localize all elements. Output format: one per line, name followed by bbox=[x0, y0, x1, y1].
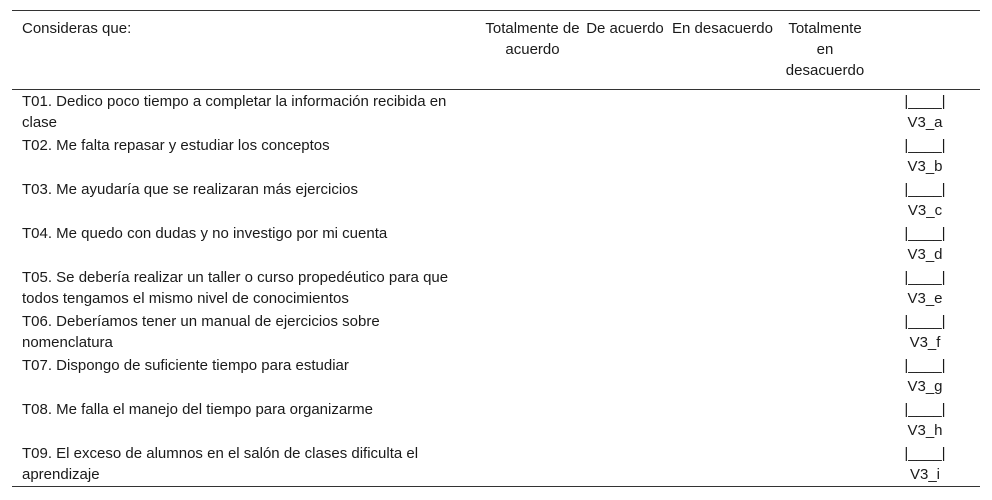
variable-code: V3_a bbox=[907, 114, 943, 131]
answer-cell[interactable] bbox=[780, 310, 870, 354]
question-column-header: Consideras que: bbox=[22, 20, 132, 37]
code-cell bbox=[870, 178, 980, 222]
answer-box[interactable]: |____| bbox=[904, 269, 946, 286]
answer-box[interactable]: |____| bbox=[904, 313, 946, 330]
answer-cell[interactable] bbox=[665, 398, 780, 442]
answer-cell[interactable] bbox=[480, 90, 585, 135]
answer-box[interactable]: |____| bbox=[904, 181, 946, 198]
answer-box[interactable]: |____| bbox=[904, 225, 946, 242]
answer-cell[interactable] bbox=[585, 266, 665, 310]
question-text: T06. Deberíamos tener un manual de ejercicios sobre nomenclatura bbox=[22, 313, 380, 351]
variable-code: V3_b bbox=[907, 158, 943, 175]
answer-cell[interactable] bbox=[585, 354, 665, 398]
answer-cell[interactable] bbox=[780, 178, 870, 222]
option-header-totally-disagree: Totalmente en desacuerdo bbox=[785, 20, 865, 79]
answer-cell[interactable] bbox=[480, 442, 585, 487]
answer-box[interactable]: |____| bbox=[904, 401, 946, 418]
answer-cell[interactable] bbox=[480, 266, 585, 310]
answer-cell[interactable] bbox=[665, 310, 780, 354]
answer-box[interactable]: |____| bbox=[904, 357, 946, 374]
answer-cell[interactable] bbox=[480, 222, 585, 266]
variable-code: V3_f bbox=[909, 334, 941, 351]
answer-cell[interactable] bbox=[665, 134, 780, 178]
code-cell bbox=[870, 442, 980, 487]
variable-code: V3_c bbox=[907, 202, 943, 219]
answer-cell[interactable] bbox=[780, 90, 870, 135]
option-header-agree: De acuerdo bbox=[586, 20, 664, 37]
answer-cell[interactable] bbox=[585, 442, 665, 487]
answer-cell[interactable] bbox=[585, 178, 665, 222]
option-header-totally-agree: Totalmente de acuerdo bbox=[485, 20, 580, 58]
answer-cell[interactable] bbox=[480, 398, 585, 442]
variable-code: V3_h bbox=[907, 422, 943, 439]
answer-cell[interactable] bbox=[665, 442, 780, 487]
answer-cell[interactable] bbox=[480, 354, 585, 398]
code-cell bbox=[870, 90, 980, 135]
answer-cell[interactable] bbox=[780, 442, 870, 487]
answer-cell[interactable] bbox=[780, 354, 870, 398]
question-text: T09. El exceso de alumnos en el salón de clases dificulta el aprendizaje bbox=[22, 445, 419, 483]
option-header-disagree: En desacuerdo bbox=[672, 20, 773, 37]
table-row bbox=[12, 222, 980, 266]
survey-table bbox=[12, 10, 980, 487]
variable-code: V3_g bbox=[907, 378, 943, 395]
answer-cell[interactable] bbox=[480, 310, 585, 354]
question-text: T03. Me ayudaría que se realizaran más ejercicios bbox=[22, 181, 358, 198]
answer-cell[interactable] bbox=[780, 398, 870, 442]
table-row bbox=[12, 266, 980, 310]
table-row bbox=[12, 398, 980, 442]
answer-cell[interactable] bbox=[665, 266, 780, 310]
question-text: T05. Se debería realizar un taller o curso propedéutico para que todos tengamos el mismo nivel de conocimientos bbox=[22, 269, 449, 307]
variable-code: V3_e bbox=[907, 290, 943, 307]
answer-cell[interactable] bbox=[780, 134, 870, 178]
question-text: T07. Dispongo de suficiente tiempo para estudiar bbox=[22, 357, 349, 374]
answer-box[interactable]: |____| bbox=[904, 137, 946, 154]
code-cell bbox=[870, 222, 980, 266]
answer-cell[interactable] bbox=[585, 310, 665, 354]
code-cell bbox=[870, 398, 980, 442]
table-row bbox=[12, 442, 980, 487]
answer-cell[interactable] bbox=[480, 134, 585, 178]
answer-cell[interactable] bbox=[585, 222, 665, 266]
answer-cell[interactable] bbox=[585, 398, 665, 442]
answer-cell[interactable] bbox=[665, 90, 780, 135]
code-cell bbox=[870, 266, 980, 310]
answer-cell[interactable] bbox=[480, 178, 585, 222]
code-column-header bbox=[870, 11, 980, 90]
code-cell bbox=[870, 354, 980, 398]
variable-code: V3_d bbox=[907, 246, 943, 263]
table-row bbox=[12, 90, 980, 135]
question-text: T08. Me falla el manejo del tiempo para organizarme bbox=[22, 401, 374, 418]
answer-cell[interactable] bbox=[780, 266, 870, 310]
table-row bbox=[12, 310, 980, 354]
table-row bbox=[12, 354, 980, 398]
question-text: T01. Dedico poco tiempo a completar la información recibida en clase bbox=[22, 93, 447, 131]
answer-cell[interactable] bbox=[665, 222, 780, 266]
answer-box[interactable]: |____| bbox=[904, 445, 946, 462]
table-row bbox=[12, 178, 980, 222]
answer-box[interactable]: |____| bbox=[904, 93, 946, 110]
variable-code: V3_i bbox=[909, 466, 941, 483]
code-cell bbox=[870, 134, 980, 178]
header-row bbox=[12, 11, 980, 90]
answer-cell[interactable] bbox=[665, 178, 780, 222]
answer-cell[interactable] bbox=[780, 222, 870, 266]
question-text: T02. Me falta repasar y estudiar los conceptos bbox=[22, 137, 330, 154]
table-row bbox=[12, 134, 980, 178]
answer-cell[interactable] bbox=[585, 134, 665, 178]
question-text: T04. Me quedo con dudas y no investigo por mi cuenta bbox=[22, 225, 388, 242]
answer-cell[interactable] bbox=[585, 90, 665, 135]
code-cell bbox=[870, 310, 980, 354]
answer-cell[interactable] bbox=[665, 354, 780, 398]
